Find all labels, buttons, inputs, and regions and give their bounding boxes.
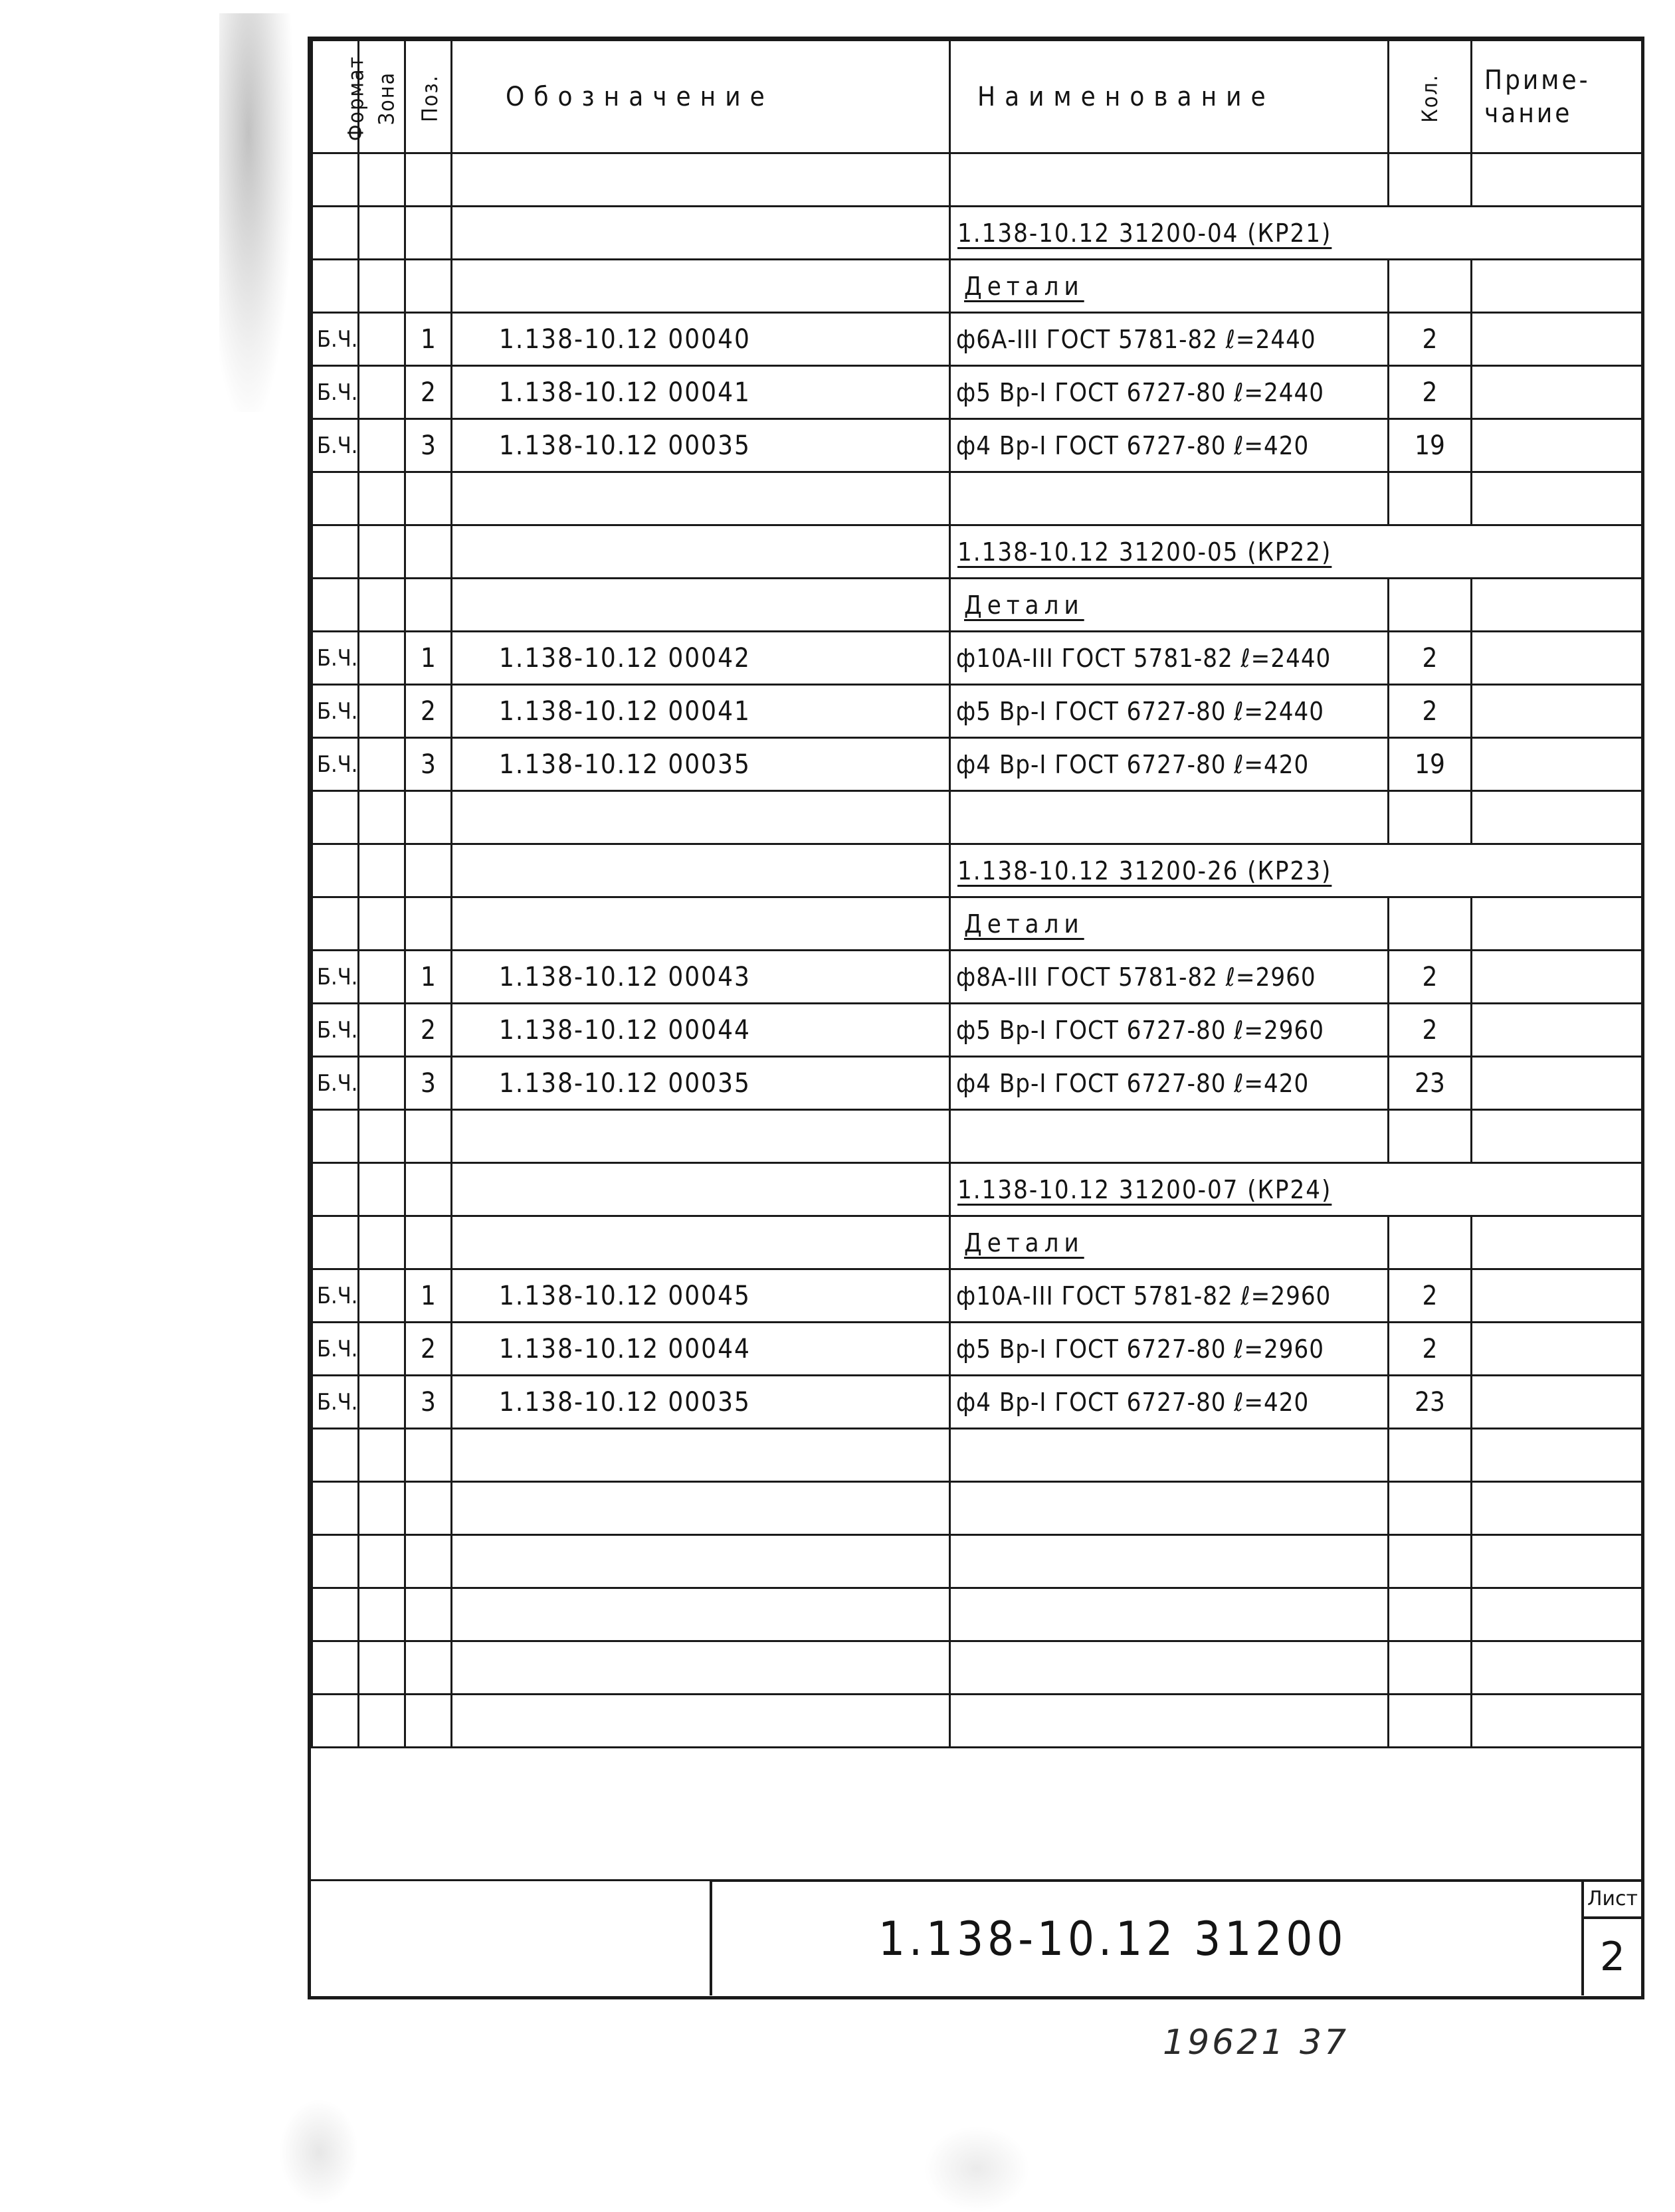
position-cell: 1 bbox=[405, 632, 452, 685]
position-cell: 2 bbox=[405, 685, 452, 738]
scan-artifact bbox=[279, 2099, 359, 2205]
group-title-row bbox=[312, 1163, 1642, 1216]
group-title-text: 1.138-10.12 31200-26 (КР23) bbox=[957, 856, 1332, 885]
note-cell bbox=[1472, 1004, 1642, 1057]
name-cell: ф5 Вр-I ГОСТ 6727-80 ℓ=2440 bbox=[950, 685, 1389, 738]
position-cell: 1 bbox=[405, 313, 452, 366]
empty-cell bbox=[1389, 897, 1472, 951]
sheet-number-box bbox=[1581, 1879, 1641, 1995]
qty-cell: 19 bbox=[1389, 419, 1472, 472]
empty-cell bbox=[359, 1110, 405, 1163]
empty-cell bbox=[1389, 1110, 1472, 1163]
empty-cell bbox=[1472, 260, 1642, 313]
qty-cell: 2 bbox=[1389, 951, 1472, 1004]
group-title bbox=[950, 207, 1642, 260]
table-header-row bbox=[312, 41, 1642, 153]
name-cell: ф10А-III ГОСТ 5781-82 ℓ=2440 bbox=[950, 632, 1389, 685]
format-cell: Б.Ч. bbox=[312, 738, 359, 791]
zone-cell bbox=[359, 685, 405, 738]
empty-cell bbox=[405, 579, 452, 632]
note-cell bbox=[1472, 313, 1642, 366]
format-cell: Б.Ч. bbox=[312, 1376, 359, 1429]
empty-row bbox=[312, 791, 1642, 844]
header-designation: Обозначение bbox=[452, 41, 950, 153]
empty-cell bbox=[950, 1588, 1389, 1641]
empty-cell bbox=[452, 1695, 950, 1748]
empty-cell bbox=[405, 525, 452, 579]
empty-cell bbox=[359, 897, 405, 951]
empty-cell bbox=[452, 525, 950, 579]
format-cell: Б.Ч. bbox=[312, 632, 359, 685]
empty-cell bbox=[312, 525, 359, 579]
specification-sheet bbox=[308, 37, 1644, 1999]
header-pos: Поз. bbox=[405, 41, 452, 153]
table-row bbox=[312, 1004, 1642, 1057]
header-format: Формат bbox=[312, 41, 359, 153]
details-heading bbox=[950, 260, 1389, 313]
format-cell: Б.Ч. bbox=[312, 1057, 359, 1110]
empty-cell bbox=[452, 153, 950, 207]
qty-cell: 2 bbox=[1389, 685, 1472, 738]
details-heading-text: Детали bbox=[964, 271, 1084, 301]
details-heading-row bbox=[312, 1216, 1642, 1269]
empty-cell bbox=[1389, 791, 1472, 844]
empty-cell bbox=[950, 1482, 1389, 1535]
empty-cell bbox=[452, 1535, 950, 1588]
empty-cell bbox=[312, 1429, 359, 1482]
details-heading bbox=[950, 579, 1389, 632]
details-heading bbox=[950, 1216, 1389, 1269]
empty-cell bbox=[1472, 153, 1642, 207]
scan-artifact bbox=[924, 2126, 1030, 2212]
empty-cell bbox=[452, 1163, 950, 1216]
zone-cell bbox=[359, 419, 405, 472]
qty-cell: 23 bbox=[1389, 1376, 1472, 1429]
name-cell: ф5 Вр-I ГОСТ 6727-80 ℓ=2960 bbox=[950, 1004, 1389, 1057]
empty-cell bbox=[1472, 1641, 1642, 1695]
empty-cell bbox=[950, 791, 1389, 844]
empty-row bbox=[312, 1535, 1642, 1588]
format-cell: Б.Ч. bbox=[312, 1004, 359, 1057]
position-cell: 2 bbox=[405, 366, 452, 419]
designation-cell: 1.138-10.12 00044 bbox=[452, 1323, 950, 1376]
empty-cell bbox=[312, 1216, 359, 1269]
document-code: 1.138-10.12 31200 bbox=[878, 1912, 1347, 1966]
position-cell: 3 bbox=[405, 1376, 452, 1429]
zone-cell bbox=[359, 1004, 405, 1057]
empty-cell bbox=[312, 1163, 359, 1216]
zone-cell bbox=[359, 366, 405, 419]
scan-artifact bbox=[219, 13, 292, 412]
table-body bbox=[312, 153, 1642, 1748]
group-title-row bbox=[312, 207, 1642, 260]
sheet-number: 2 bbox=[1599, 1934, 1626, 1980]
group-title bbox=[950, 525, 1642, 579]
empty-cell bbox=[452, 1429, 950, 1482]
header-note: Приме-чание bbox=[1472, 41, 1642, 153]
empty-cell bbox=[359, 791, 405, 844]
empty-cell bbox=[1389, 1482, 1472, 1535]
format-cell: Б.Ч. bbox=[312, 313, 359, 366]
empty-cell bbox=[359, 1482, 405, 1535]
empty-cell bbox=[1472, 897, 1642, 951]
empty-cell bbox=[1472, 1695, 1642, 1748]
empty-cell bbox=[359, 1163, 405, 1216]
empty-cell bbox=[405, 1216, 452, 1269]
designation-cell: 1.138-10.12 00035 bbox=[452, 1376, 950, 1429]
table-row bbox=[312, 1376, 1642, 1429]
specification-table bbox=[311, 39, 1643, 1748]
empty-cell bbox=[359, 1535, 405, 1588]
empty-cell bbox=[1472, 579, 1642, 632]
empty-row bbox=[312, 1482, 1642, 1535]
qty-cell: 2 bbox=[1389, 1323, 1472, 1376]
note-cell bbox=[1472, 685, 1642, 738]
header-name: Наименование bbox=[950, 41, 1389, 153]
designation-cell: 1.138-10.12 00044 bbox=[452, 1004, 950, 1057]
empty-cell bbox=[452, 1216, 950, 1269]
empty-cell bbox=[1389, 1588, 1472, 1641]
empty-cell bbox=[1472, 1535, 1642, 1588]
empty-cell bbox=[452, 1482, 950, 1535]
position-cell: 1 bbox=[405, 1269, 452, 1323]
name-cell: ф5 Вр-I ГОСТ 6727-80 ℓ=2960 bbox=[950, 1323, 1389, 1376]
empty-cell bbox=[950, 472, 1389, 525]
empty-cell bbox=[359, 260, 405, 313]
table-row bbox=[312, 1269, 1642, 1323]
position-cell: 3 bbox=[405, 738, 452, 791]
table-row bbox=[312, 313, 1642, 366]
qty-cell: 2 bbox=[1389, 1269, 1472, 1323]
designation-cell: 1.138-10.12 00041 bbox=[452, 366, 950, 419]
qty-cell: 2 bbox=[1389, 366, 1472, 419]
empty-cell bbox=[405, 1641, 452, 1695]
note-cell bbox=[1472, 366, 1642, 419]
zone-cell bbox=[359, 632, 405, 685]
designation-cell: 1.138-10.12 00035 bbox=[452, 1057, 950, 1110]
position-cell: 2 bbox=[405, 1323, 452, 1376]
empty-cell bbox=[312, 1588, 359, 1641]
empty-cell bbox=[1472, 1216, 1642, 1269]
title-block bbox=[710, 1879, 1581, 1995]
details-heading-row bbox=[312, 897, 1642, 951]
empty-cell bbox=[1472, 1110, 1642, 1163]
zone-cell bbox=[359, 313, 405, 366]
designation-cell: 1.138-10.12 00040 bbox=[452, 313, 950, 366]
empty-row bbox=[312, 153, 1642, 207]
table-row bbox=[312, 1323, 1642, 1376]
header-zone: Зона bbox=[359, 41, 405, 153]
table-row bbox=[312, 366, 1642, 419]
note-cell bbox=[1472, 632, 1642, 685]
title-block-divider bbox=[311, 1879, 710, 1881]
name-cell: ф4 Вр-I ГОСТ 6727-80 ℓ=420 bbox=[950, 419, 1389, 472]
empty-cell bbox=[405, 260, 452, 313]
empty-cell bbox=[405, 472, 452, 525]
designation-cell: 1.138-10.12 00045 bbox=[452, 1269, 950, 1323]
empty-cell bbox=[405, 207, 452, 260]
note-cell bbox=[1472, 1269, 1642, 1323]
empty-cell bbox=[405, 791, 452, 844]
empty-cell bbox=[950, 153, 1389, 207]
empty-cell bbox=[1389, 1535, 1472, 1588]
group-title-text: 1.138-10.12 31200-05 (КР22) bbox=[957, 537, 1332, 567]
table-row bbox=[312, 1057, 1642, 1110]
group-title-text: 1.138-10.12 31200-07 (КР24) bbox=[957, 1174, 1332, 1204]
empty-cell bbox=[312, 1695, 359, 1748]
empty-row bbox=[312, 1641, 1642, 1695]
empty-cell bbox=[1472, 1482, 1642, 1535]
empty-cell bbox=[452, 472, 950, 525]
empty-cell bbox=[405, 1429, 452, 1482]
position-cell: 1 bbox=[405, 951, 452, 1004]
group-title-row bbox=[312, 844, 1642, 897]
table-row bbox=[312, 738, 1642, 791]
group-title bbox=[950, 1163, 1642, 1216]
group-title-row bbox=[312, 525, 1642, 579]
position-cell: 3 bbox=[405, 1057, 452, 1110]
empty-cell bbox=[312, 1110, 359, 1163]
empty-cell bbox=[405, 897, 452, 951]
sheet-label: Лист bbox=[1584, 1882, 1641, 1919]
empty-cell bbox=[1389, 153, 1472, 207]
designation-cell: 1.138-10.12 00035 bbox=[452, 419, 950, 472]
table-row bbox=[312, 951, 1642, 1004]
empty-cell bbox=[359, 472, 405, 525]
name-cell: ф10А-III ГОСТ 5781-82 ℓ=2960 bbox=[950, 1269, 1389, 1323]
name-cell: ф4 Вр-I ГОСТ 6727-80 ℓ=420 bbox=[950, 1057, 1389, 1110]
empty-cell bbox=[312, 472, 359, 525]
empty-cell bbox=[950, 1641, 1389, 1695]
empty-cell bbox=[950, 1110, 1389, 1163]
empty-cell bbox=[1389, 1216, 1472, 1269]
group-title-text: 1.138-10.12 31200-04 (КР21) bbox=[957, 218, 1332, 248]
position-cell: 2 bbox=[405, 1004, 452, 1057]
designation-cell: 1.138-10.12 00042 bbox=[452, 632, 950, 685]
empty-cell bbox=[312, 844, 359, 897]
details-heading bbox=[950, 897, 1389, 951]
empty-cell bbox=[1389, 1695, 1472, 1748]
empty-cell bbox=[359, 1429, 405, 1482]
empty-cell bbox=[312, 791, 359, 844]
empty-cell bbox=[452, 897, 950, 951]
empty-cell bbox=[405, 844, 452, 897]
name-cell: ф5 Вр-I ГОСТ 6727-80 ℓ=2440 bbox=[950, 366, 1389, 419]
format-cell: Б.Ч. bbox=[312, 951, 359, 1004]
position-cell: 3 bbox=[405, 419, 452, 472]
empty-cell bbox=[1389, 260, 1472, 313]
zone-cell bbox=[359, 1376, 405, 1429]
group-title bbox=[950, 844, 1642, 897]
empty-row bbox=[312, 1429, 1642, 1482]
empty-row bbox=[312, 1695, 1642, 1748]
zone-cell bbox=[359, 951, 405, 1004]
empty-cell bbox=[359, 207, 405, 260]
empty-cell bbox=[312, 207, 359, 260]
table-row bbox=[312, 419, 1642, 472]
name-cell: ф4 Вр-I ГОСТ 6727-80 ℓ=420 bbox=[950, 738, 1389, 791]
empty-cell bbox=[452, 207, 950, 260]
qty-cell: 2 bbox=[1389, 632, 1472, 685]
format-cell: Б.Ч. bbox=[312, 1323, 359, 1376]
empty-cell bbox=[312, 579, 359, 632]
empty-cell bbox=[405, 1163, 452, 1216]
zone-cell bbox=[359, 738, 405, 791]
note-cell bbox=[1472, 419, 1642, 472]
empty-cell bbox=[950, 1695, 1389, 1748]
note-cell bbox=[1472, 1376, 1642, 1429]
empty-cell bbox=[1472, 472, 1642, 525]
empty-cell bbox=[359, 579, 405, 632]
format-cell: Б.Ч. bbox=[312, 366, 359, 419]
header-qty: Кол. bbox=[1389, 41, 1472, 153]
details-heading-row bbox=[312, 260, 1642, 313]
empty-cell bbox=[405, 1535, 452, 1588]
empty-cell bbox=[1472, 1588, 1642, 1641]
format-cell: Б.Ч. bbox=[312, 685, 359, 738]
name-cell: ф4 Вр-I ГОСТ 6727-80 ℓ=420 bbox=[950, 1376, 1389, 1429]
designation-cell: 1.138-10.12 00035 bbox=[452, 738, 950, 791]
empty-cell bbox=[452, 1641, 950, 1695]
empty-cell bbox=[312, 897, 359, 951]
empty-cell bbox=[1389, 579, 1472, 632]
qty-cell: 2 bbox=[1389, 313, 1472, 366]
empty-cell bbox=[359, 844, 405, 897]
note-cell bbox=[1472, 951, 1642, 1004]
empty-cell bbox=[312, 1641, 359, 1695]
table-row bbox=[312, 685, 1642, 738]
empty-cell bbox=[452, 844, 950, 897]
details-heading-text: Детали bbox=[964, 909, 1084, 939]
empty-cell bbox=[950, 1429, 1389, 1482]
details-heading-row bbox=[312, 579, 1642, 632]
empty-cell bbox=[405, 1695, 452, 1748]
empty-cell bbox=[452, 579, 950, 632]
empty-row bbox=[312, 1110, 1642, 1163]
format-cell: Б.Ч. bbox=[312, 1269, 359, 1323]
empty-cell bbox=[1472, 791, 1642, 844]
details-heading-text: Детали bbox=[964, 590, 1084, 620]
qty-cell: 2 bbox=[1389, 1004, 1472, 1057]
details-heading-text: Детали bbox=[964, 1228, 1084, 1257]
empty-cell bbox=[359, 153, 405, 207]
empty-cell bbox=[405, 1588, 452, 1641]
empty-cell bbox=[452, 1588, 950, 1641]
qty-cell: 23 bbox=[1389, 1057, 1472, 1110]
empty-row bbox=[312, 472, 1642, 525]
zone-cell bbox=[359, 1269, 405, 1323]
zone-cell bbox=[359, 1323, 405, 1376]
empty-cell bbox=[452, 1110, 950, 1163]
designation-cell: 1.138-10.12 00041 bbox=[452, 685, 950, 738]
empty-row bbox=[312, 1588, 1642, 1641]
empty-cell bbox=[405, 1110, 452, 1163]
empty-cell bbox=[950, 1535, 1389, 1588]
footer-note: 19621 37 bbox=[1163, 2023, 1349, 2063]
note-cell bbox=[1472, 1323, 1642, 1376]
empty-cell bbox=[359, 1641, 405, 1695]
empty-cell bbox=[405, 1482, 452, 1535]
empty-cell bbox=[359, 525, 405, 579]
empty-cell bbox=[359, 1588, 405, 1641]
format-cell: Б.Ч. bbox=[312, 419, 359, 472]
empty-cell bbox=[312, 1535, 359, 1588]
empty-cell bbox=[359, 1695, 405, 1748]
note-cell bbox=[1472, 1057, 1642, 1110]
empty-cell bbox=[452, 260, 950, 313]
empty-cell bbox=[405, 153, 452, 207]
zone-cell bbox=[359, 1057, 405, 1110]
note-cell bbox=[1472, 738, 1642, 791]
empty-cell bbox=[1389, 1429, 1472, 1482]
empty-cell bbox=[1472, 1429, 1642, 1482]
empty-cell bbox=[312, 1482, 359, 1535]
name-cell: ф6А-III ГОСТ 5781-82 ℓ=2440 bbox=[950, 313, 1389, 366]
empty-cell bbox=[1389, 1641, 1472, 1695]
designation-cell: 1.138-10.12 00043 bbox=[452, 951, 950, 1004]
name-cell: ф8А-III ГОСТ 5781-82 ℓ=2960 bbox=[950, 951, 1389, 1004]
table-row bbox=[312, 632, 1642, 685]
qty-cell: 19 bbox=[1389, 738, 1472, 791]
empty-cell bbox=[312, 260, 359, 313]
empty-cell bbox=[359, 1216, 405, 1269]
empty-cell bbox=[1389, 472, 1472, 525]
empty-cell bbox=[452, 791, 950, 844]
empty-cell bbox=[312, 153, 359, 207]
